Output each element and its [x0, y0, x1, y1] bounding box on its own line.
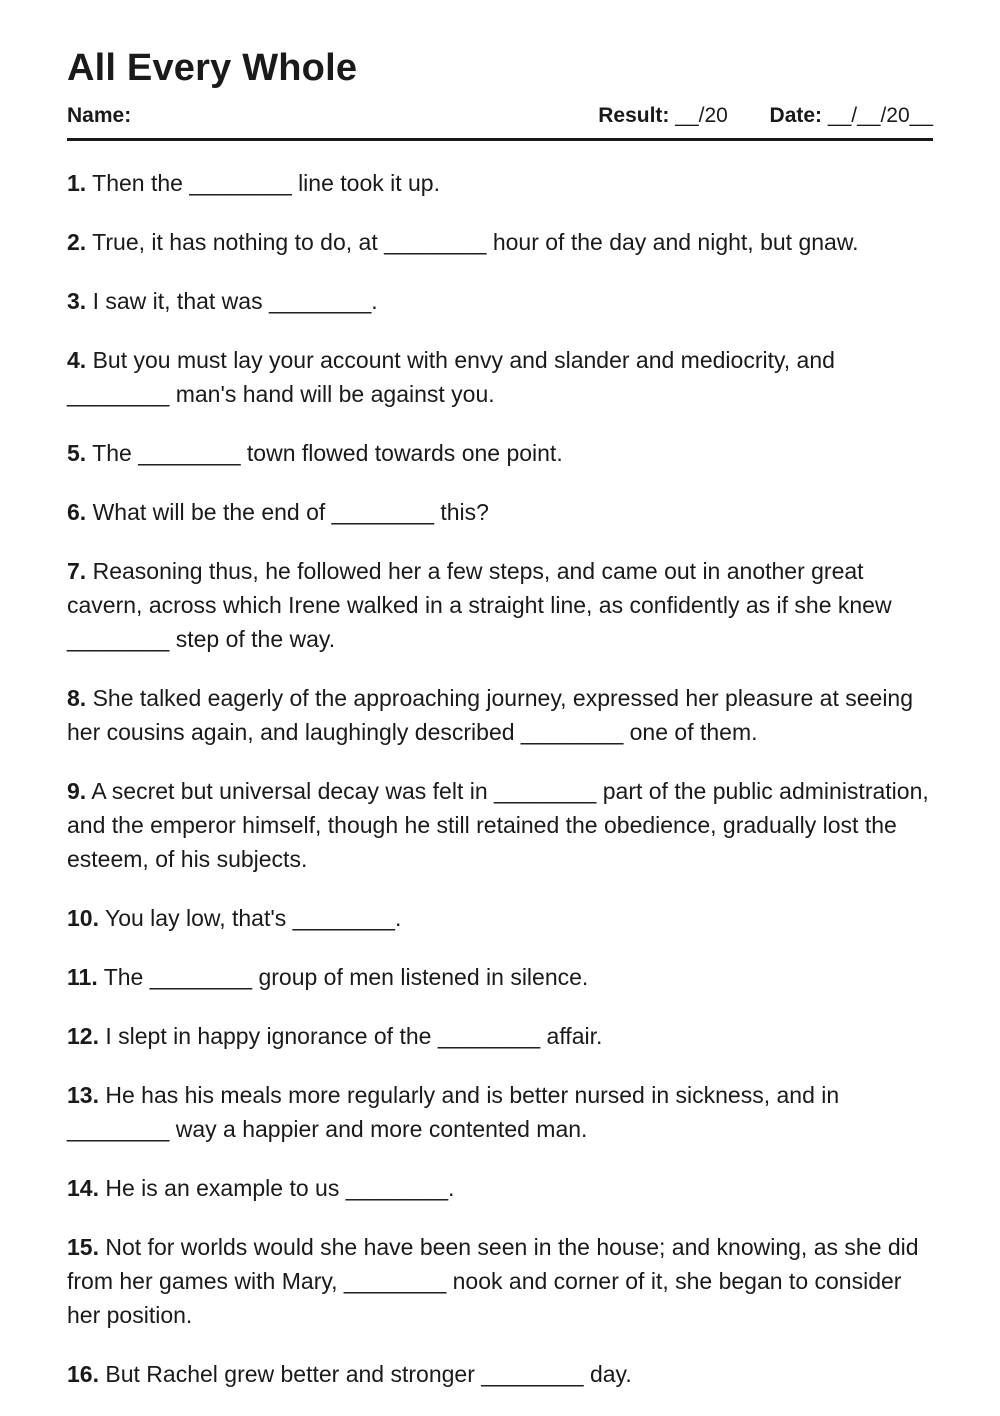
- question-item: [67, 960, 937, 994]
- question-text: What will be the end of ________ this?: [92, 499, 489, 525]
- question-text: A secret but universal decay was felt in ________ part of the public administration, and the emperor himself, though he still retained the obedience, gradually lost the esteem, of his subjects.: [67, 778, 929, 872]
- question-number: 1.: [67, 170, 87, 196]
- question-item: [67, 343, 937, 411]
- question-text: The ________ group of men listened in silence.: [103, 964, 589, 990]
- question-number: 8.: [67, 685, 87, 711]
- question-item: [67, 774, 937, 876]
- question-number: 7.: [67, 558, 87, 584]
- question-number: 12.: [67, 1023, 99, 1049]
- question-item: [67, 1171, 937, 1205]
- question-item: [67, 225, 937, 259]
- name-label: Name:: [67, 104, 132, 127]
- question-text: He has his meals more regularly and is better nursed in sickness, and in ________ way a happier and more contented man.: [67, 1082, 840, 1142]
- question-text: True, it has nothing to do, at ________ hour of the day and night, but gnaw.: [92, 229, 859, 255]
- question-number: 15.: [67, 1234, 99, 1260]
- header-divider: [67, 138, 933, 141]
- date-value: __/__/20__: [827, 104, 933, 127]
- question-number: 10.: [67, 905, 99, 931]
- question-item: [67, 166, 937, 200]
- date-label: Date:: [769, 104, 823, 127]
- question-item: [67, 1078, 937, 1146]
- question-text: Then the ________ line took it up.: [92, 170, 440, 196]
- question-number: 6.: [67, 499, 87, 525]
- question-number: 2.: [67, 229, 87, 255]
- question-item: [67, 1357, 937, 1391]
- question-number: 11.: [67, 964, 98, 990]
- page-title: All Every Whole: [67, 47, 358, 89]
- question-number: 3.: [67, 288, 87, 314]
- question-number: 5.: [67, 440, 87, 466]
- result-label: Result:: [598, 104, 670, 127]
- question-item: [67, 901, 937, 935]
- question-text: But you must lay your account with envy and slander and mediocrity, and ________ man's hand will be against you.: [67, 347, 835, 407]
- header-fields: [67, 101, 933, 131]
- question-item: [67, 554, 937, 656]
- question-number: 13.: [67, 1082, 99, 1108]
- question-number: 16.: [67, 1361, 99, 1387]
- result-value: __/20: [675, 104, 728, 127]
- question-text: Reasoning thus, he followed her a few steps, and came out in another great cavern, across which Irene walked in a straight line, as confidently as if she knew ________ step of the way.: [67, 558, 892, 652]
- question-item: [67, 495, 937, 529]
- question-list: [67, 166, 937, 1416]
- question-number: 14.: [67, 1175, 99, 1201]
- question-item: [67, 1019, 937, 1053]
- question-text: You lay low, that's ________.: [104, 905, 402, 931]
- question-text: Not for worlds would she have been seen in the house; and knowing, as she did from her games with Mary, ________ nook and corner of it, she began to consider her position.: [67, 1234, 919, 1328]
- question-item: [67, 1230, 937, 1332]
- question-item: [67, 284, 937, 318]
- question-item: [67, 436, 937, 470]
- question-text: She talked eagerly of the approaching journey, expressed her pleasure at seeing her cousins again, and laughingly described ________ one of them.: [67, 685, 914, 745]
- question-text: I slept in happy ignorance of the ________ affair.: [105, 1023, 603, 1049]
- question-text: But Rachel grew better and stronger ________ day.: [105, 1361, 632, 1387]
- result-date-group: [598, 101, 933, 131]
- question-number: 9.: [67, 778, 87, 804]
- question-number: 4.: [67, 347, 87, 373]
- question-text: The ________ town flowed towards one point.: [92, 440, 563, 466]
- question-text: I saw it, that was ________.: [92, 288, 378, 314]
- question-item: [67, 681, 937, 749]
- question-text: He is an example to us ________.: [105, 1175, 455, 1201]
